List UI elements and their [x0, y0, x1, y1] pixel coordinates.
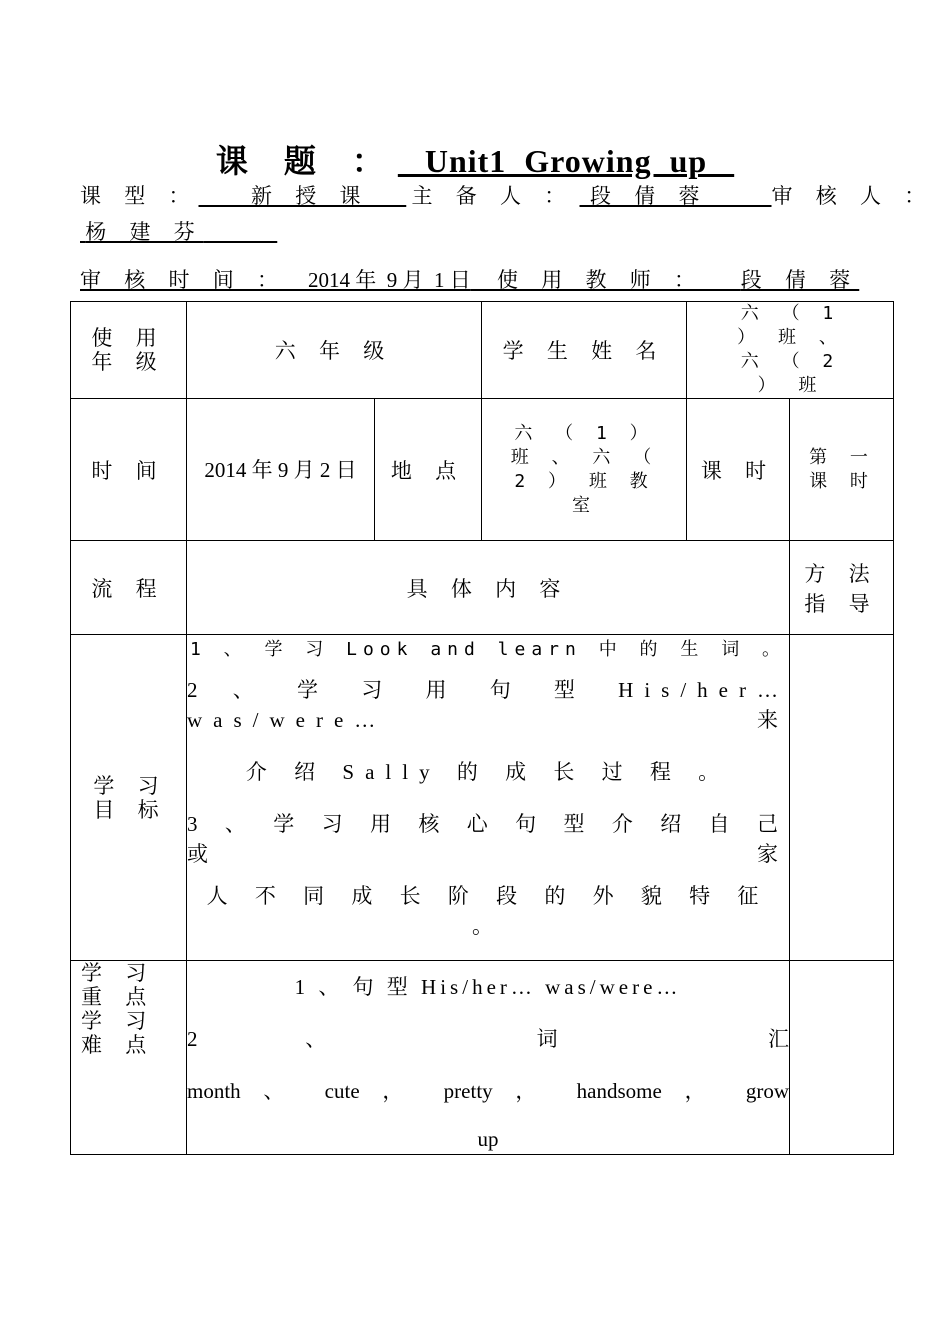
row-grade	[71, 302, 894, 399]
lesson-title	[0, 136, 950, 182]
row-focus	[71, 961, 894, 1155]
meta-line-reviewer	[80, 216, 277, 246]
period-value-cell	[790, 399, 894, 541]
goals-label: 学 习 目 标	[93, 773, 168, 822]
place-label-cell	[375, 399, 482, 541]
flow-label-cell	[71, 541, 187, 635]
focus-line-3: month 、 cute ， pretty ， handsome ， grow	[187, 1079, 789, 1103]
content-label-cell	[187, 541, 790, 635]
students-value: 六 （ 1 ） 班 、 六 （ 2 ） 班	[737, 303, 843, 396]
preparer-label: 主 备 人 ：	[411, 184, 575, 208]
focus-label: 学 习 重 点 学 习 难 点	[81, 961, 156, 1057]
place-value-cell	[482, 399, 687, 541]
period-label: 课 时	[700, 458, 776, 483]
goals-method-cell	[790, 635, 894, 961]
students-label: 学 生 姓 名	[502, 339, 666, 363]
focus-method-cell	[790, 961, 894, 1155]
row-time	[71, 399, 894, 541]
students-value-cell	[687, 302, 894, 399]
lesson-plan-table	[70, 301, 894, 1155]
meta-line-time	[80, 264, 859, 294]
reviewer-label: 审 核 人 ：	[771, 184, 935, 208]
focus-line-4: up	[477, 1127, 499, 1151]
type-value: 新 授 课	[251, 184, 370, 208]
goals-label-cell	[71, 635, 187, 961]
grade-label: 使 用 年 级	[91, 326, 166, 374]
focus-label-cell	[71, 961, 187, 1155]
teacher-value: 段 倩 蓉	[740, 268, 860, 292]
time-label: 时 间	[91, 458, 166, 483]
title-unit: Unit1 Growing up	[397, 143, 735, 179]
goal-line-1: 1 、 学 习 Look and learn 中 的 生 词 。	[189, 639, 787, 660]
place-value: 六 （ 1 ） 班 、 六 （ 2 ） 班 教 室	[510, 422, 658, 516]
focus-content-cell	[187, 961, 790, 1155]
place-label: 地 点	[390, 458, 466, 483]
focus-line-2: 2 、 词 汇	[187, 1027, 789, 1051]
grade-label-cell	[71, 302, 187, 399]
grade-value: 六 年 级	[274, 339, 394, 363]
period-label-cell	[687, 399, 790, 541]
flow-label: 流 程	[91, 576, 166, 601]
content-label: 具 体 内 容	[406, 576, 570, 601]
period-value: 第 一 课 时	[809, 446, 874, 492]
goal-line-2: 2 、 学 习 用 句 型 His/her… was/were… 来	[187, 678, 789, 732]
review-time-value: 2014 年 9 月 1 日	[308, 268, 471, 292]
review-time-label: 审 核 时 间 ：	[80, 268, 287, 292]
method-label: 方 法 指 导	[804, 561, 879, 616]
students-label-cell	[482, 302, 687, 399]
teacher-label: 使 用 教 师 ：	[497, 268, 704, 292]
reviewer-value: 杨 建 芬	[85, 220, 204, 244]
method-label-cell	[790, 541, 894, 635]
goal-line-3: 介 绍 Sally 的 成 长 过 程 。	[245, 760, 731, 784]
type-label: 课 型 ：	[80, 184, 199, 208]
row-flow-header	[71, 541, 894, 635]
goal-line-5: 人 不 同 成 长 阶 段 的 外 貌 特 征 。	[206, 884, 770, 938]
time-value: 2014 年 9 月 2 日	[204, 457, 357, 482]
title-label: 课 题 ：	[215, 143, 398, 179]
goal-line-4: 3 、 学 习 用 核 心 句 型 介 绍 自 己 或 家	[187, 812, 789, 866]
time-label-cell	[71, 399, 187, 541]
focus-line-1: 1 、 句 型 His/her… was/were…	[294, 975, 682, 999]
goals-content-cell	[187, 635, 790, 961]
time-value-cell	[187, 399, 375, 541]
preparer-value: 段 倩 蓉	[590, 184, 709, 208]
meta-line-type	[80, 180, 934, 210]
grade-value-cell	[187, 302, 482, 399]
row-goals	[71, 635, 894, 961]
